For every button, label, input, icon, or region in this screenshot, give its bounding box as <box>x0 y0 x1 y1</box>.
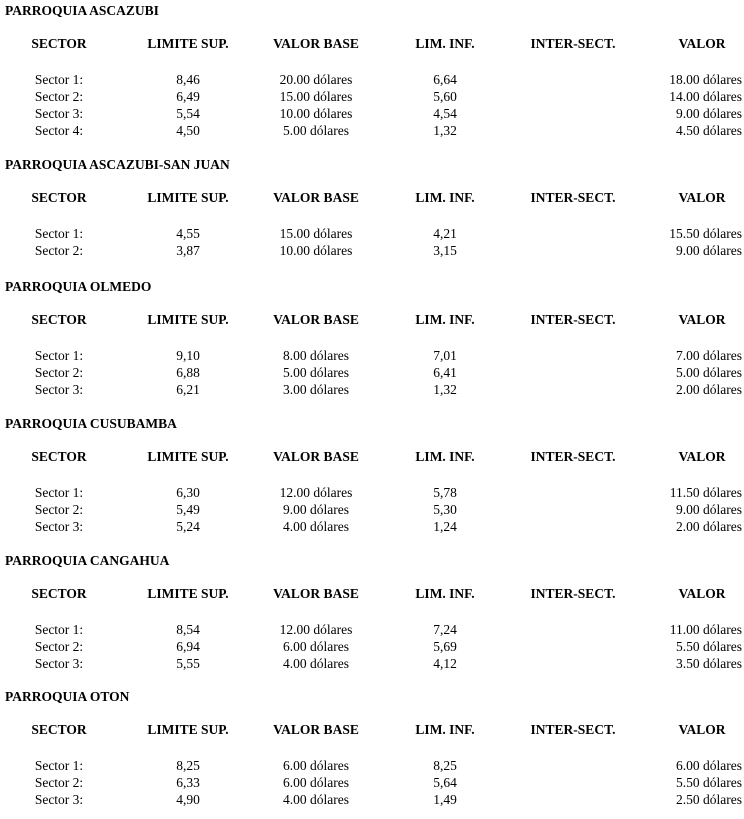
cell-valor-base: 5.00 dólares <box>283 123 349 138</box>
cell-limite-sup: 8,54 <box>176 622 200 637</box>
cell-sector: Sector 1: <box>34 758 84 773</box>
column-header-sector: SECTOR <box>31 586 87 601</box>
column-header-valor: VALOR <box>678 449 726 464</box>
cell-lim-inf: 4,21 <box>433 226 457 241</box>
parroquia-section <box>0 279 744 409</box>
cell-limite-sup: 8,46 <box>176 72 200 87</box>
column-header-inter-sect: INTER-SECT. <box>530 722 616 737</box>
column-header-inter-sect: INTER-SECT. <box>530 449 616 464</box>
parroquia-section <box>0 689 744 819</box>
parroquia-title: PARROQUIA OTON <box>5 689 130 704</box>
cell-valor-base: 12.00 dólares <box>279 622 353 637</box>
cell-limite-sup: 9,10 <box>176 348 200 363</box>
cell-lim-inf: 7,24 <box>433 622 457 637</box>
column-header-valor: VALOR <box>678 586 726 601</box>
cell-limite-sup: 6,30 <box>176 485 200 500</box>
cell-valor-base: 4.00 dólares <box>283 519 349 534</box>
parroquia-title: PARROQUIA CANGAHUA <box>5 553 170 568</box>
cell-limite-sup: 6,33 <box>176 775 200 790</box>
column-header-inter-sect: INTER-SECT. <box>530 586 616 601</box>
column-header-valor-base: VALOR BASE <box>273 722 359 737</box>
cell-lim-inf: 1,32 <box>433 382 457 397</box>
cell-valor: 11.50 dólares <box>669 485 742 500</box>
cell-sector: Sector 1: <box>34 226 84 241</box>
cell-lim-inf: 4,54 <box>433 106 457 121</box>
cell-limite-sup: 5,54 <box>176 106 200 121</box>
cell-valor: 2.00 dólares <box>676 519 742 534</box>
column-header-inter-sect: INTER-SECT. <box>530 190 616 205</box>
column-header-valor-base: VALOR BASE <box>273 190 359 205</box>
cell-valor-base: 10.00 dólares <box>279 106 353 121</box>
cell-valor-base: 9.00 dólares <box>283 502 349 517</box>
cell-lim-inf: 3,15 <box>433 243 457 258</box>
cell-sector: Sector 4: <box>34 123 84 138</box>
cell-lim-inf: 5,69 <box>433 639 457 654</box>
cell-valor-base: 15.00 dólares <box>279 226 353 241</box>
cell-valor: 11.00 dólares <box>669 622 742 637</box>
cell-valor-base: 4.00 dólares <box>283 792 349 807</box>
cell-sector: Sector 2: <box>34 89 84 104</box>
cell-limite-sup: 4,50 <box>176 123 200 138</box>
column-header-limite-sup: LIMITE SUP. <box>147 36 229 51</box>
cell-lim-inf: 4,12 <box>433 656 457 671</box>
cell-valor: 2.50 dólares <box>676 792 742 807</box>
cell-valor-base: 6.00 dólares <box>283 758 349 773</box>
cell-limite-sup: 3,87 <box>176 243 200 258</box>
cell-sector: Sector 3: <box>34 519 84 534</box>
column-header-sector: SECTOR <box>31 36 87 51</box>
cell-valor: 7.00 dólares <box>676 348 742 363</box>
cell-valor: 14.00 dólares <box>669 89 742 104</box>
column-header-limite-sup: LIMITE SUP. <box>147 722 229 737</box>
column-header-lim-inf: LIM. INF. <box>415 586 475 601</box>
column-header-valor-base: VALOR BASE <box>273 36 359 51</box>
parroquia-title: PARROQUIA ASCAZUBI <box>5 3 159 18</box>
cell-sector: Sector 2: <box>34 502 84 517</box>
cell-lim-inf: 5,30 <box>433 502 457 517</box>
cell-sector: Sector 2: <box>34 243 84 258</box>
cell-lim-inf: 6,41 <box>433 365 457 380</box>
cell-lim-inf: 5,60 <box>433 89 457 104</box>
cell-valor-base: 12.00 dólares <box>279 485 353 500</box>
cell-valor-base: 3.00 dólares <box>283 382 349 397</box>
cell-limite-sup: 8,25 <box>176 758 200 773</box>
column-header-lim-inf: LIM. INF. <box>415 449 475 464</box>
cell-valor: 9.00 dólares <box>676 243 742 258</box>
parroquia-section <box>0 3 744 138</box>
cell-limite-sup: 5,49 <box>176 502 200 517</box>
cell-limite-sup: 5,24 <box>176 519 200 534</box>
cell-sector: Sector 2: <box>34 365 84 380</box>
cell-sector: Sector 3: <box>34 792 84 807</box>
cell-limite-sup: 5,55 <box>176 656 200 671</box>
column-header-sector: SECTOR <box>31 312 87 327</box>
cell-valor: 5.00 dólares <box>676 365 742 380</box>
cell-valor-base: 10.00 dólares <box>279 243 353 258</box>
cell-lim-inf: 5,64 <box>433 775 457 790</box>
parroquia-title: PARROQUIA ASCAZUBI-SAN JUAN <box>5 157 230 172</box>
cell-limite-sup: 6,49 <box>176 89 200 104</box>
column-header-lim-inf: LIM. INF. <box>415 36 475 51</box>
cell-valor-base: 8.00 dólares <box>283 348 349 363</box>
column-header-inter-sect: INTER-SECT. <box>530 36 616 51</box>
cell-valor: 5.50 dólares <box>676 639 742 654</box>
column-header-limite-sup: LIMITE SUP. <box>147 312 229 327</box>
cell-valor: 6.00 dólares <box>676 758 742 773</box>
column-header-valor: VALOR <box>678 312 726 327</box>
cell-valor-base: 15.00 dólares <box>279 89 353 104</box>
parroquia-section <box>0 553 744 683</box>
cell-valor-base: 4.00 dólares <box>283 656 349 671</box>
column-header-limite-sup: LIMITE SUP. <box>147 449 229 464</box>
column-header-limite-sup: LIMITE SUP. <box>147 586 229 601</box>
cell-valor: 2.00 dólares <box>676 382 742 397</box>
parroquia-section <box>0 157 744 287</box>
cell-limite-sup: 6,88 <box>176 365 200 380</box>
cell-lim-inf: 6,64 <box>433 72 457 87</box>
column-header-valor-base: VALOR BASE <box>273 586 359 601</box>
column-header-sector: SECTOR <box>31 190 87 205</box>
cell-sector: Sector 2: <box>34 639 84 654</box>
cell-sector: Sector 3: <box>34 382 84 397</box>
column-header-valor: VALOR <box>678 722 726 737</box>
column-header-lim-inf: LIM. INF. <box>415 312 475 327</box>
column-header-valor-base: VALOR BASE <box>273 312 359 327</box>
column-header-lim-inf: LIM. INF. <box>415 722 475 737</box>
cell-valor-base: 6.00 dólares <box>283 639 349 654</box>
cell-lim-inf: 1,32 <box>433 123 457 138</box>
cell-lim-inf: 1,49 <box>433 792 457 807</box>
cell-sector: Sector 1: <box>34 485 84 500</box>
cell-sector: Sector 3: <box>34 656 84 671</box>
parroquia-section <box>0 416 744 546</box>
cell-valor-base: 5.00 dólares <box>283 365 349 380</box>
cell-valor-base: 6.00 dólares <box>283 775 349 790</box>
cell-valor: 9.00 dólares <box>676 106 742 121</box>
cell-sector: Sector 2: <box>34 775 84 790</box>
cell-lim-inf: 5,78 <box>433 485 457 500</box>
column-header-sector: SECTOR <box>31 449 87 464</box>
cell-limite-sup: 6,94 <box>176 639 200 654</box>
cell-sector: Sector 1: <box>34 72 84 87</box>
cell-lim-inf: 1,24 <box>433 519 457 534</box>
column-header-valor-base: VALOR BASE <box>273 449 359 464</box>
column-header-lim-inf: LIM. INF. <box>415 190 475 205</box>
cell-valor: 9.00 dólares <box>676 502 742 517</box>
cell-limite-sup: 4,90 <box>176 792 200 807</box>
parroquia-title: PARROQUIA OLMEDO <box>5 279 152 294</box>
cell-sector: Sector 1: <box>34 348 84 363</box>
cell-valor: 18.00 dólares <box>669 72 742 87</box>
parroquia-title: PARROQUIA CUSUBAMBA <box>5 416 177 431</box>
column-header-valor: VALOR <box>678 190 726 205</box>
cell-limite-sup: 4,55 <box>176 226 200 241</box>
cell-sector: Sector 3: <box>34 106 84 121</box>
cell-lim-inf: 7,01 <box>433 348 457 363</box>
cell-valor: 15.50 dólares <box>669 226 742 241</box>
column-header-valor: VALOR <box>678 36 726 51</box>
cell-lim-inf: 8,25 <box>433 758 457 773</box>
column-header-limite-sup: LIMITE SUP. <box>147 190 229 205</box>
cell-sector: Sector 1: <box>34 622 84 637</box>
cell-limite-sup: 6,21 <box>176 382 200 397</box>
column-header-sector: SECTOR <box>31 722 87 737</box>
column-header-inter-sect: INTER-SECT. <box>530 312 616 327</box>
cell-valor: 5.50 dólares <box>676 775 742 790</box>
cell-valor: 3.50 dólares <box>676 656 742 671</box>
cell-valor-base: 20.00 dólares <box>279 72 353 87</box>
cell-valor: 4.50 dólares <box>676 123 742 138</box>
